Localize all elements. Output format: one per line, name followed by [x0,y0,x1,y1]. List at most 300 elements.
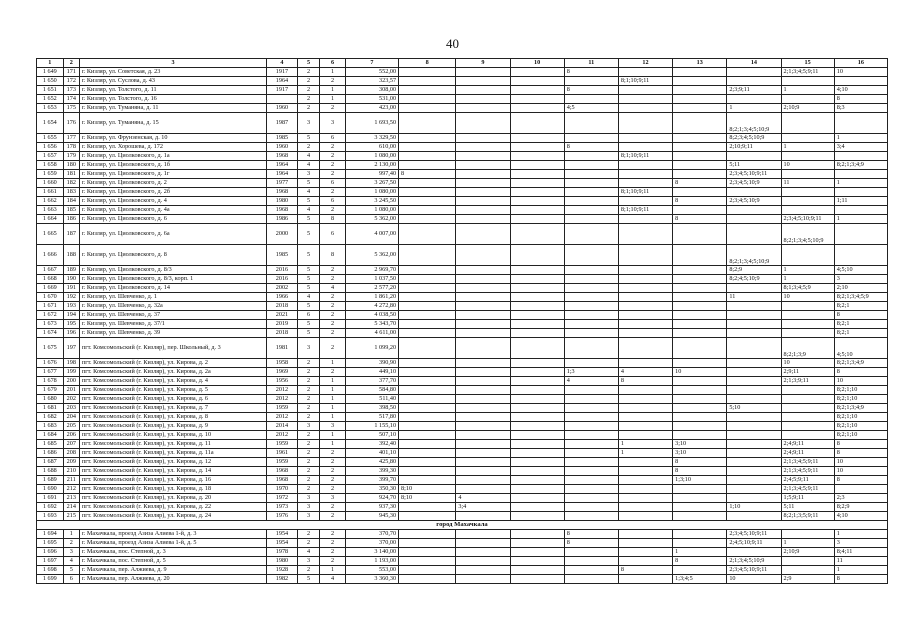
work-period-cell-13 [673,494,727,503]
work-period-cell-14 [727,152,781,161]
work-period-cell-8 [399,215,456,224]
floors-cell: 2 [297,377,320,386]
work-period-cell-10 [510,575,564,584]
work-period-cell-9: 4 [456,494,510,503]
address-cell: г. Кизляр, ул. Циолковского, д. 6а [79,224,266,245]
work-period-cell-15 [781,404,834,413]
work-period-cell-13 [673,422,727,431]
local-number-cell: 194 [63,311,79,320]
local-number-cell: 187 [63,224,79,245]
work-period-cell-13 [673,143,727,152]
work-period-cell-9 [456,311,510,320]
year-built-cell: 1966 [267,293,298,302]
table-row [37,77,888,86]
work-period-cell-13: 3;10 [673,449,727,458]
work-period-cell-12 [618,68,672,77]
work-period-cell-8 [399,161,456,170]
local-number-cell: 180 [63,161,79,170]
row-number-cell: 1 695 [37,539,64,548]
work-period-cell-16 [834,485,887,494]
address-cell: пгт. Комсомольский (г. Кизляр), пер. Школьный, д. 3 [79,338,266,359]
local-number-cell: 190 [63,275,79,284]
entrances-cell: 2 [320,161,346,170]
year-built-cell: 1968 [267,467,298,476]
work-period-cell-16: 4;5;10 [834,338,887,359]
work-period-cell-9 [456,320,510,329]
work-period-cell-9 [456,302,510,311]
work-period-cell-13: 8 [673,215,727,224]
table-row [37,422,888,431]
work-period-cell-9 [456,143,510,152]
year-built-cell: 1982 [267,575,298,584]
work-period-cell-13 [673,512,727,521]
area-cell: 5 343,70 [345,320,398,329]
row-number-cell: 1 686 [37,449,64,458]
column-number-10: 10 [510,59,564,68]
year-built-cell: 1956 [267,377,298,386]
work-period-cell-13 [673,134,727,143]
entrances-cell: 1 [320,404,346,413]
work-period-cell-14 [727,359,781,368]
work-period-cell-14 [727,338,781,359]
work-period-cell-8 [399,245,456,266]
work-period-cell-15 [781,395,834,404]
work-period-cell-13: 3;10 [673,440,727,449]
work-period-cell-8 [399,539,456,548]
area-cell: 1 861,20 [345,293,398,302]
work-period-cell-9 [456,431,510,440]
work-period-cell-14: 5;11 [727,161,781,170]
address-cell: пгт. Комсомольский (г. Кизляр), ул. Кирова, д. 7 [79,404,266,413]
work-period-cell-12: 8;1;10;9;11 [618,152,672,161]
work-period-cell-14 [727,467,781,476]
work-period-cell-11 [564,413,618,422]
work-period-cell-11 [564,494,618,503]
work-period-cell-16 [834,224,887,245]
work-period-cell-9 [456,512,510,521]
work-period-cell-11: 8 [564,539,618,548]
work-period-cell-16: 8;2;1;10 [834,413,887,422]
work-period-cell-14 [727,494,781,503]
year-built-cell: 2018 [267,302,298,311]
work-period-cell-11 [564,245,618,266]
work-period-cell-8 [399,266,456,275]
work-period-cell-11 [564,293,618,302]
work-period-cell-14: 2;3;9;11 [727,86,781,95]
entrances-cell: 2 [320,329,346,338]
floors-cell: 6 [297,311,320,320]
entrances-cell: 1 [320,395,346,404]
work-period-cell-9 [456,113,510,134]
floors-cell: 3 [297,170,320,179]
work-period-cell-9 [456,422,510,431]
work-period-cell-15 [781,302,834,311]
work-period-cell-8 [399,104,456,113]
work-period-cell-8 [399,458,456,467]
floors-cell: 2 [297,440,320,449]
table-row [37,161,888,170]
row-number-cell: 1 668 [37,275,64,284]
area-cell: 1 155,10 [345,422,398,431]
work-period-cell-13 [673,170,727,179]
work-period-cell-12 [618,548,672,557]
entrances-cell: 2 [320,338,346,359]
work-period-cell-14 [727,284,781,293]
area-cell: 552,00 [345,68,398,77]
column-number-8: 8 [399,59,456,68]
row-number-cell: 1 684 [37,431,64,440]
area-cell: 3 267,50 [345,179,398,188]
work-period-cell-8 [399,338,456,359]
floors-cell: 5 [297,197,320,206]
work-period-cell-14: 2;1;3;4;5;10;9 [727,557,781,566]
work-period-cell-8 [399,197,456,206]
work-period-cell-10 [510,161,564,170]
work-period-cell-11: 4;5 [564,104,618,113]
floors-cell: 5 [297,266,320,275]
table-row [37,458,888,467]
work-period-cell-11: 1;3 [564,368,618,377]
year-built-cell: 2021 [267,311,298,320]
year-built-cell: 1970 [267,485,298,494]
year-built-cell: 2002 [267,284,298,293]
row-number-cell: 1 691 [37,494,64,503]
address-cell: пгт. Комсомольский (г. Кизляр), ул. Кирова, д. 24 [79,512,266,521]
work-period-cell-10 [510,266,564,275]
work-period-cell-8 [399,86,456,95]
work-period-cell-16: 8 [834,311,887,320]
work-period-cell-15 [781,113,834,134]
work-period-cell-8 [399,503,456,512]
work-period-cell-11 [564,134,618,143]
work-period-cell-10 [510,395,564,404]
work-period-cell-14 [727,458,781,467]
work-period-cell-11 [564,338,618,359]
local-number-cell: 174 [63,95,79,104]
table-row [37,377,888,386]
column-number-16: 16 [834,59,887,68]
year-built-cell: 1968 [267,476,298,485]
work-period-cell-9 [456,485,510,494]
area-cell: 392,40 [345,440,398,449]
work-period-cell-12 [618,338,672,359]
local-number-cell: 185 [63,206,79,215]
table-row [37,245,888,266]
work-period-cell-10 [510,188,564,197]
table-row [37,95,888,104]
work-period-cell-8: 8;10 [399,485,456,494]
address-cell: пгт. Комсомольский (г. Кизляр), ул. Кирова, д. 4 [79,377,266,386]
entrances-cell: 4 [320,575,346,584]
row-number-cell: 1 674 [37,329,64,338]
local-number-cell: 203 [63,404,79,413]
row-number-cell: 1 672 [37,311,64,320]
address-cell: г. Махачкала, пер. Алжиева, д. 20 [79,575,266,584]
work-period-cell-11 [564,170,618,179]
row-number-cell: 1 688 [37,467,64,476]
work-period-cell-15: 1 [781,86,834,95]
work-period-cell-9: 3;4 [456,503,510,512]
work-period-cell-11 [564,422,618,431]
row-number-cell: 1 694 [37,530,64,539]
entrances-cell: 2 [320,320,346,329]
local-number-cell: 6 [63,575,79,584]
work-period-cell-15: 1 [781,266,834,275]
work-period-cell-15 [781,188,834,197]
floors-cell: 2 [297,413,320,422]
row-number-cell: 1 698 [37,566,64,575]
work-period-cell-15: 8;2;1;3;4;5;10;9 [781,224,834,245]
work-period-cell-8 [399,548,456,557]
work-period-cell-15: 2;4;9;11 [781,449,834,458]
year-built-cell: 1968 [267,152,298,161]
work-period-cell-15 [781,431,834,440]
entrances-cell: 2 [320,152,346,161]
table-row [37,566,888,575]
work-period-cell-9 [456,476,510,485]
address-cell: г. Махачкала, проезд Азиза Алиева 1-й, д. 5 [79,539,266,548]
local-number-cell: 215 [63,512,79,521]
work-period-cell-16 [834,245,887,266]
work-period-cell-8 [399,476,456,485]
entrances-cell: 2 [320,77,346,86]
area-cell: 370,00 [345,539,398,548]
work-period-cell-9 [456,368,510,377]
work-period-cell-12 [618,95,672,104]
address-cell: г. Кизляр, ул. Шевченко, д. 1 [79,293,266,302]
work-period-cell-12 [618,512,672,521]
floors-cell: 2 [297,458,320,467]
entrances-cell: 1 [320,377,346,386]
work-period-cell-8 [399,467,456,476]
work-period-cell-11 [564,440,618,449]
table-row [37,575,888,584]
floors-cell: 2 [297,143,320,152]
floors-cell: 2 [297,539,320,548]
area-cell: 997,40 [345,170,398,179]
entrances-cell: 2 [320,530,346,539]
floors-cell: 3 [297,503,320,512]
work-period-cell-11 [564,512,618,521]
table-row [37,170,888,179]
entrances-cell: 2 [320,476,346,485]
floors-cell: 5 [297,224,320,245]
work-period-cell-11 [564,485,618,494]
area-cell: 2 130,00 [345,161,398,170]
work-period-cell-10 [510,197,564,206]
work-period-cell-10 [510,245,564,266]
work-period-cell-10 [510,440,564,449]
floors-cell: 3 [297,512,320,521]
work-period-cell-13 [673,503,727,512]
table-row [37,302,888,311]
work-period-cell-10 [510,476,564,485]
work-period-cell-12 [618,422,672,431]
local-number-cell: 201 [63,386,79,395]
local-number-cell: 177 [63,134,79,143]
local-number-cell: 195 [63,320,79,329]
row-number-cell: 1 662 [37,197,64,206]
local-number-cell: 186 [63,215,79,224]
entrances-cell: 2 [320,458,346,467]
work-period-cell-9 [456,377,510,386]
table-row [37,413,888,422]
floors-cell: 4 [297,188,320,197]
entrances-cell: 2 [320,485,346,494]
local-number-cell: 197 [63,338,79,359]
entrances-cell: 3 [320,113,346,134]
work-period-cell-10 [510,104,564,113]
table-row [37,404,888,413]
address-cell: пгт. Комсомольский (г. Кизляр), ул. Кирова, д. 10 [79,431,266,440]
work-period-cell-10 [510,293,564,302]
row-number-cell: 1 699 [37,575,64,584]
table-row [37,503,888,512]
year-built-cell: 1968 [267,188,298,197]
row-number-cell: 1 651 [37,86,64,95]
address-cell: пгт. Комсомольский (г. Кизляр), ул. Кирова, д. 12 [79,458,266,467]
row-number-cell: 1 689 [37,476,64,485]
area-cell: 350,30 [345,485,398,494]
work-period-cell-9 [456,275,510,284]
work-period-cell-11 [564,77,618,86]
row-number-cell: 1 671 [37,302,64,311]
entrances-cell: 3 [320,494,346,503]
work-period-cell-8 [399,311,456,320]
work-period-cell-14 [727,329,781,338]
work-period-cell-12 [618,170,672,179]
work-period-cell-8 [399,275,456,284]
table-row [37,359,888,368]
floors-cell: 2 [297,359,320,368]
row-number-cell: 1 657 [37,152,64,161]
table-row [37,266,888,275]
work-period-cell-12 [618,197,672,206]
work-period-cell-13 [673,530,727,539]
address-cell: г. Кизляр, ул. Туманяна, д. 15 [79,113,266,134]
work-period-cell-13 [673,86,727,95]
work-period-cell-9 [456,293,510,302]
column-number-3: 3 [79,59,266,68]
work-period-cell-15 [781,530,834,539]
work-period-cell-12 [618,458,672,467]
work-period-cell-16: 8 [834,368,887,377]
work-period-cell-15: 10 [781,161,834,170]
work-period-cell-11 [564,113,618,134]
floors-cell: 2 [297,476,320,485]
work-period-cell-16 [834,188,887,197]
work-period-cell-10 [510,179,564,188]
area-cell: 1 193,00 [345,557,398,566]
entrances-cell: 6 [320,224,346,245]
year-built-cell: 1928 [267,566,298,575]
work-period-cell-9 [456,530,510,539]
entrances-cell: 2 [320,548,346,557]
row-number-cell: 1 687 [37,458,64,467]
work-period-cell-16: 8;2;1;3;4;9 [834,404,887,413]
area-cell: 5 362,00 [345,215,398,224]
year-built-cell [267,95,298,104]
floors-cell: 4 [297,161,320,170]
work-period-cell-10 [510,284,564,293]
work-period-cell-12 [618,557,672,566]
work-period-cell-13: 8 [673,458,727,467]
entrances-cell: 2 [320,293,346,302]
area-cell: 1 080,00 [345,152,398,161]
work-period-cell-12 [618,476,672,485]
local-number-cell: 3 [63,548,79,557]
year-built-cell: 1976 [267,512,298,521]
floors-cell: 2 [297,449,320,458]
work-period-cell-15: 1 [781,539,834,548]
work-period-cell-14: 1 [727,104,781,113]
work-period-cell-16: 1 [834,566,887,575]
work-period-cell-12 [618,530,672,539]
work-period-cell-14: 8;2;3;4;5;10;9 [727,134,781,143]
table-row [37,86,888,95]
work-period-cell-16: 8 [834,440,887,449]
table-row [37,320,888,329]
floors-cell: 5 [297,302,320,311]
table-row [37,395,888,404]
work-period-cell-15: 2;4;5;9;11 [781,476,834,485]
year-built-cell: 1987 [267,113,298,134]
work-period-cell-14 [727,485,781,494]
entrances-cell: 2 [320,449,346,458]
work-period-cell-9 [456,413,510,422]
work-period-cell-12 [618,266,672,275]
work-period-cell-13 [673,68,727,77]
area-cell: 511,40 [345,395,398,404]
table-row [37,293,888,302]
work-period-cell-13 [673,224,727,245]
work-period-cell-15: 1;5;9;11 [781,494,834,503]
work-period-cell-13 [673,188,727,197]
work-period-cell-12 [618,275,672,284]
area-cell: 423,00 [345,104,398,113]
local-number-cell: 202 [63,395,79,404]
work-period-cell-10 [510,467,564,476]
work-period-cell-15 [781,311,834,320]
table-row [37,311,888,320]
table-row [37,143,888,152]
entrances-cell: 1 [320,440,346,449]
work-period-cell-10 [510,431,564,440]
work-period-cell-16: 8;2;1 [834,329,887,338]
work-period-cell-8 [399,113,456,134]
work-period-cell-13 [673,206,727,215]
work-period-cell-14 [727,68,781,77]
column-number-9: 9 [456,59,510,68]
work-period-cell-11 [564,152,618,161]
local-number-cell: 2 [63,539,79,548]
work-period-cell-14 [727,395,781,404]
year-built-cell: 1964 [267,170,298,179]
local-number-cell: 183 [63,188,79,197]
work-period-cell-13 [673,359,727,368]
work-period-cell-11 [564,266,618,275]
work-period-cell-13: 8 [673,179,727,188]
work-period-cell-15 [781,197,834,206]
row-number-cell: 1 693 [37,512,64,521]
area-cell: 1 099,20 [345,338,398,359]
work-period-cell-12 [618,386,672,395]
year-built-cell: 2016 [267,266,298,275]
work-period-cell-8: 8 [399,170,456,179]
address-cell: г. Махачкала, пер. Алжиева, д. 9 [79,566,266,575]
floors-cell: 4 [297,548,320,557]
work-period-cell-13 [673,161,727,170]
